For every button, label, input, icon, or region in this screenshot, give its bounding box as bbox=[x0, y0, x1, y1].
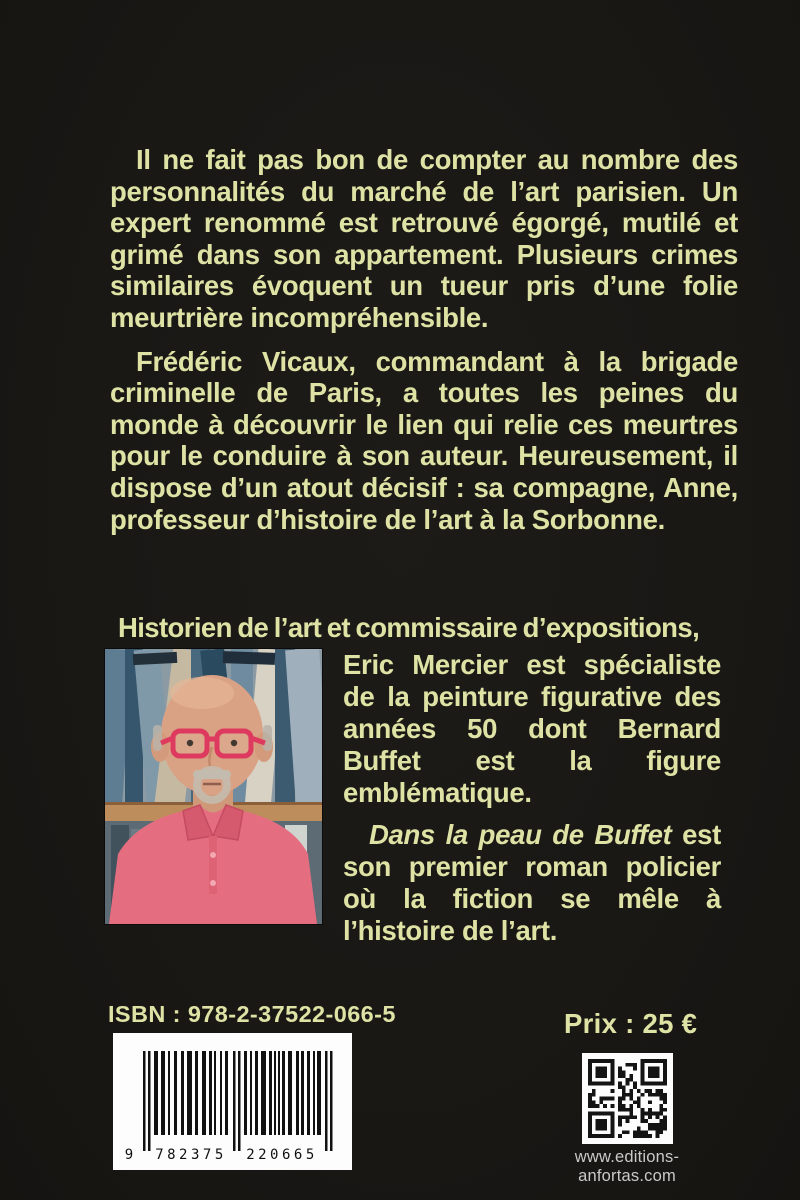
price-label: Prix : 25 € bbox=[564, 1008, 698, 1039]
author-photo bbox=[105, 649, 322, 924]
synopsis bbox=[110, 144, 738, 547]
synopsis-paragraph-1: Il ne fait pas bon de compter au nombre des personnalités du marché de l’art parisien. Un expert renommé est retrouvé égorgé, mutilé et grimé dans son appartement. Plusieurs crimes similaires évoquent un tueur pris d’une folie meurtrière incompréhensible. bbox=[110, 144, 738, 333]
barcode-digit-lead: 9 bbox=[124, 1147, 134, 1163]
qr-code bbox=[582, 1053, 673, 1144]
author-bio bbox=[105, 649, 721, 957]
bio-paragraph-2-rest: est son premier roman policier où la fiction se mêle à l’histoire de l’art. bbox=[343, 819, 721, 946]
publisher-website: www.editions-anfortas.com bbox=[574, 1148, 680, 1185]
author-bio-text bbox=[343, 649, 721, 957]
author-bio-intro-line: Historien de l’art et commissaire d’expositions, bbox=[118, 612, 700, 643]
isbn-label: ISBN : 978-2-37522-066-5 bbox=[108, 1001, 396, 1027]
barcode-digit-group1: 782375 bbox=[155, 1147, 227, 1163]
barcode-digit-group2: 220665 bbox=[246, 1147, 318, 1163]
ean13-barcode bbox=[113, 1033, 352, 1170]
synopsis-paragraph-2: Frédéric Vicaux, commandant à la brigade criminelle de Paris, a toutes les peines du monde à découvrir le lien qui relie ces meurtres pour le conduire à son auteur. Heureusement, il dispose d’un atout décisif : sa compagne, Anne, professeur d’histoire de l’art à la Sorbonne. bbox=[110, 345, 738, 535]
book-title-italic: Dans la peau de Buffet bbox=[369, 819, 672, 850]
barcode-illustration bbox=[113, 1033, 352, 1170]
author-portrait-illustration bbox=[105, 649, 322, 924]
bio-paragraph-1: Eric Mercier est spécialiste de la peinture figurative des années 50 dont Bernard Buffet est la figure emblématique. bbox=[343, 649, 721, 808]
qr-code-illustration bbox=[588, 1059, 667, 1138]
bio-paragraph-2 bbox=[343, 819, 721, 947]
